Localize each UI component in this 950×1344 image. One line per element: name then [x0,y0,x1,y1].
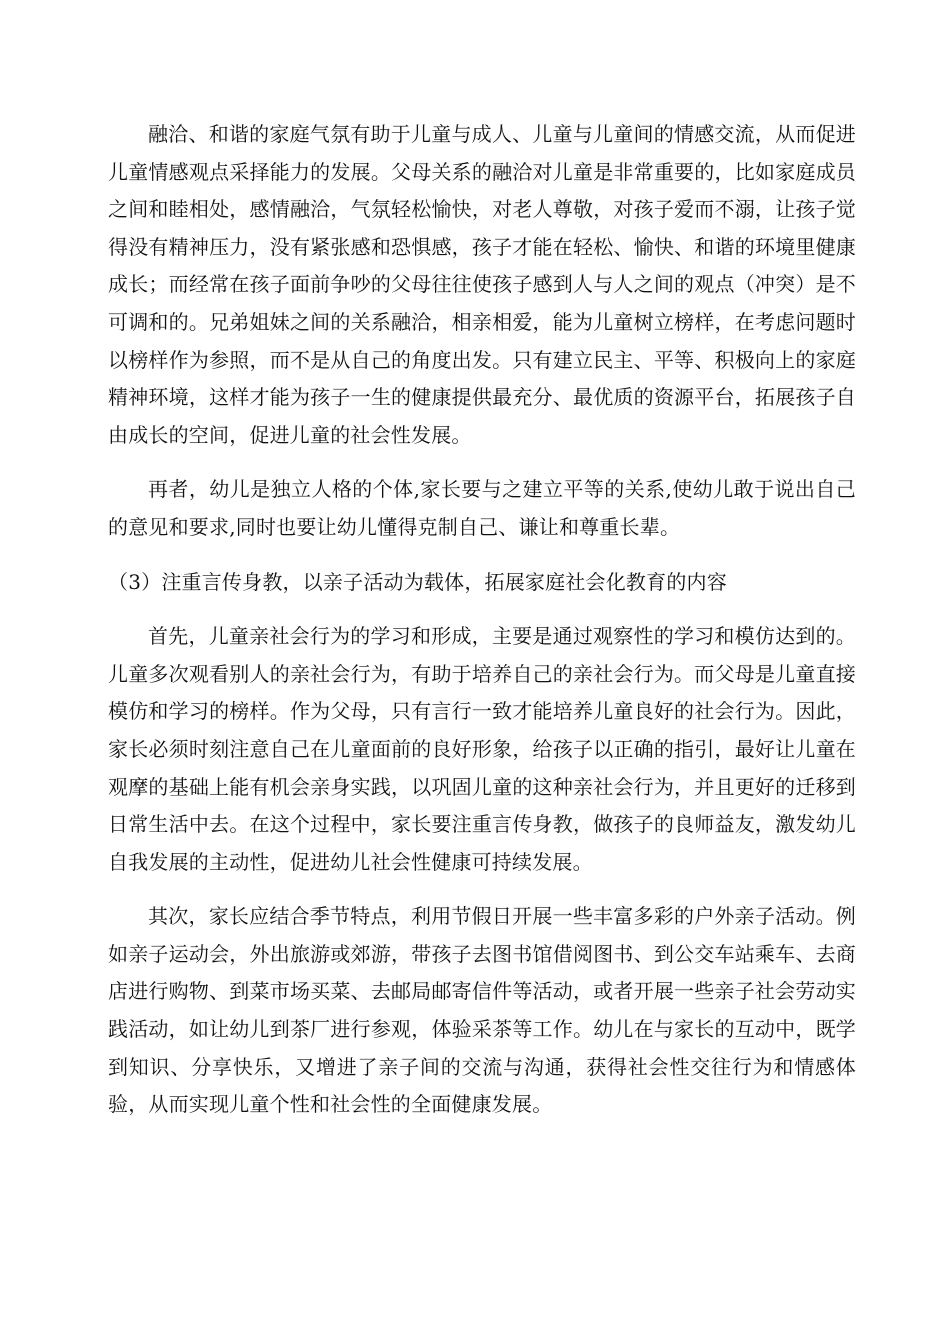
paragraph-family-atmosphere: 融洽、和谐的家庭气氛有助于儿童与成人、儿童与儿童间的情感交流，从而促进儿童情感观点采择能力的发展。父母关系的融洽对儿童是非常重要的，比如家庭成员之间和睦相处，感情融洽，气氛轻松愉快，对老人尊敬，对孩子爱而不溺，让孩子觉得没有精神压力，没有紧张感和恐惧感，孩子才能在轻松、愉快、和谐的环境里健康成长；而经常在孩子面前争吵的父母往往使孩子感到人与人之间的观点（冲突）是不可调和的。兄弟姐妹之间的关系融洽，相亲相爱，能为儿童树立榜样，在考虑问题时以榜样作为参照，而不是从自己的角度出发。只有建立民主、平等、积极向上的家庭精神环境，这样才能为孩子一生的健康提供最充分、最优质的资源平台，拓展孩子自由成长的空间，促进儿童的社会性发展。 [108,122,856,447]
document-page [108,116,856,1141]
paragraph-equal-relationship: 再者，幼儿是独立人格的个体,家长要与之建立平等的关系,使幼儿敢于说出自己的意见和要求,同时也要让幼儿懂得克制自己、谦让和尊重长辈。 [108,477,856,539]
paragraph-role-model: 首先，儿童亲社会行为的学习和形成，主要是通过观察性的学习和模仿达到的。儿童多次观看别人的亲社会行为，有助于培养自己的亲社会行为。而父母是儿童直接模仿和学习的榜样。作为父母，只有言行一致才能培养儿童良好的社会行为。因此，家长必须时刻注意自己在儿童面前的良好形象，给孩子以正确的指引，最好让儿童在观摩的基础上能有机会亲身实践，以巩固儿童的这种亲社会行为，并且更好的迁移到日常生活中去。在这个过程中，家长要注重言传身教，做孩子的良师益友，激发幼儿自我发展的主动性，促进幼儿社会性健康可持续发展。 [108,624,856,874]
section-heading-3: （3）注重言传身教，以亲子活动为载体，拓展家庭社会化教育的内容 [108,569,727,594]
paragraph-outdoor-activities: 其次，家长应结合季节特点，利用节假日开展一些丰富多彩的户外亲子活动。例如亲子运动会，外出旅游或郊游，带孩子去图书馆借阅图书、到公交车站乘车、去商店进行购物、到菜市场买菜、去邮局邮寄信件等活动，或者开展一些亲子社会劳动实践活动，如让幼儿到茶厂进行参观，体验采茶等工作。幼儿在与家长的互动中，既学到知识、分享快乐，又增进了亲子间的交流与沟通，获得社会性交往行为和情感体验，从而实现儿童个性和社会性的全面健康发展。 [108,904,856,1117]
